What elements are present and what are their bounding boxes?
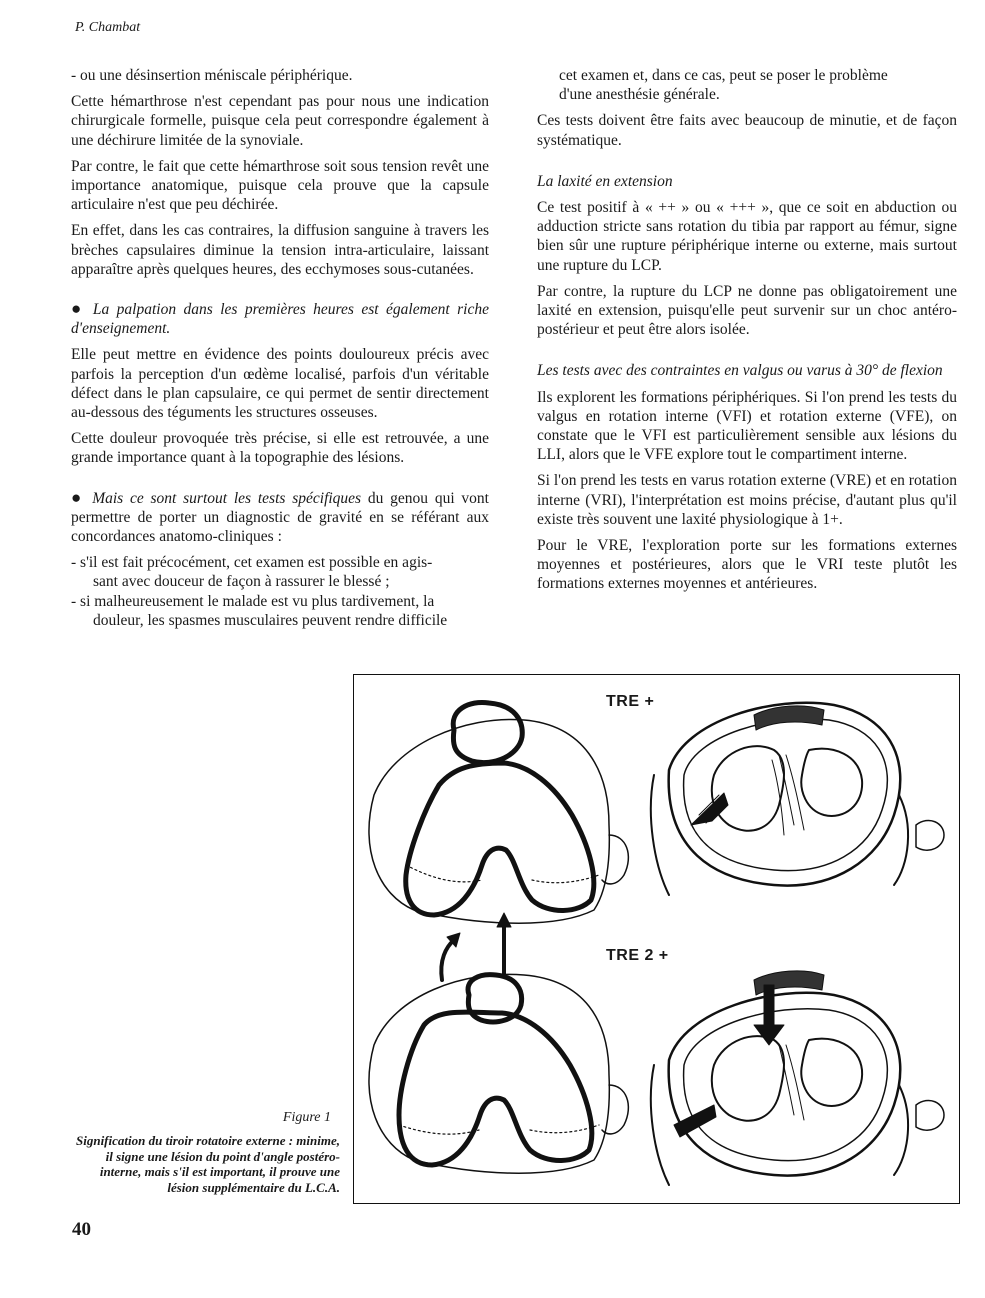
top-tibial-plateau <box>651 703 944 895</box>
bottom-condyle-drawing <box>369 974 628 1173</box>
paragraph: Ce test positif à « ++ » ou « +++ », que ce soit en abduction ou adduction stricte sans rotation du tibia par rapport au fémur, signe bien sûr une rupture périphérique interne ou externe, mais surtout une rupture du LCP. <box>537 199 957 274</box>
bullet-paragraph-tests <box>71 488 489 547</box>
list-line: - si malheureusement le malade est vu plus tardivement, la <box>71 592 435 610</box>
right-column <box>537 66 957 601</box>
paragraph: Si l'on prend les tests en varus rotation externe (VRE) et en rotation interne (VRI), l'interprétation est moins précise, d'autant plus qu'il existe très souvent une laxité physiologique à 1+. <box>537 472 957 528</box>
section-heading: La laxité en extension <box>537 172 673 190</box>
paragraph: cet examen et, dans ce cas, peut se poser le problème <box>559 67 888 84</box>
figure-caption: Signification du tiroir rotatoire externe : minime, il signe une lésion du point d'angle postéro-interne, mais s'il est important, il prouve une lésion supplémentaire du L.C.A. <box>76 1133 340 1195</box>
list-line: douleur, les spasmes musculaires peuvent rendre difficile <box>93 611 448 629</box>
list-line: sant avec douceur de façon à rassurer le blessé ; <box>93 573 390 591</box>
figure-title: Figure 1 <box>282 1110 331 1125</box>
heading-text: La palpation dans les premières heures est également riche d'enseignement. <box>71 301 489 338</box>
paragraph: Par contre, la rupture du LCP ne donne pas obligatoirement une laxité en extension, puisqu'elle peut survenir sur un choc antéro-postérieur et peut être alors isolée. <box>537 282 957 339</box>
bullet-heading-palpation <box>71 299 489 338</box>
section-heading: Les tests avec des contraintes en valgus ou varus à 30° de flexion <box>537 362 943 380</box>
running-head: P. Chambat <box>75 20 141 35</box>
bullet-icon: ● <box>71 487 85 507</box>
list-line: - s'il est fait précocément, cet examen est possible en agis- <box>71 554 433 572</box>
left-column <box>71 66 489 630</box>
rotation-arrows <box>441 913 511 980</box>
knee-diagram <box>354 675 961 1205</box>
paragraph: Cette douleur provoquée très précise, si elle est retrouvée, a une grande importance quant à la topographie des lésions. <box>71 430 489 467</box>
figure-label-bottom: TRE 2 + <box>606 947 669 964</box>
paragraph: Ils explorent les formations périphériques. Si l'on prend les tests du valgus en rotation interne (VFI) et rotation externe (VFE), on constate que le VFI est particulièrement sensible aux lésions du LLI, alors que le VFE explore tout le compartiment interne. <box>537 388 957 464</box>
paragraph: d'une anesthésie générale. <box>559 86 720 104</box>
figure-label-top: TRE + <box>606 693 655 710</box>
paragraph: Cette hémarthrose n'est cependant pas pour nous une indication chirurgicale formelle, puisque cela peut correspondre également à une déchirure limitée de la synoviale. <box>71 93 489 149</box>
bullet-icon: ● <box>71 299 85 319</box>
bottom-tibial-plateau <box>651 971 944 1185</box>
page-number: 40 <box>72 1219 91 1240</box>
paragraph: Par contre, le fait que cette hémarthrose soit sous tension revêt une importance anatomique, puisque cela prouve que la capsule articulaire n'est que peu déchirée. <box>71 157 489 214</box>
list-item <box>71 553 489 591</box>
paragraph: Elle peut mettre en évidence des points douloureux précis avec parfois la perception d'un œdème localisé, parfois d'un véritable défect dans le plan capsulaire, ce qui permet de sentir directement au-dessous des téguments les structures osseuses. <box>71 346 489 422</box>
list-item <box>71 592 489 630</box>
paragraph: Ces tests doivent être faits avec beaucoup de minutie, et de façon systématique. <box>537 112 957 149</box>
paragraph: En effet, dans les cas contraires, la diffusion sanguine à travers les brèches capsulaires diminue la tension intra-articulaire, laissant apparaître après quelques heures, des ecchymoses sous-cutanées. <box>71 222 489 278</box>
paragraph-rest: du genou qui vont permettre de porter un diagnostic de gravité en se référant aux concordances anatomo-cliniques : <box>71 489 489 546</box>
lead-text: Mais ce sont surtout les tests spécifiques <box>92 489 362 507</box>
paragraph: Pour le VRE, l'exploration porte sur les formations externes moyennes et postérieures, alors que le VRI teste plutôt les formations externes moyennes et antérieures. <box>537 537 957 593</box>
paragraph: - ou une désinsertion méniscale périphérique. <box>71 67 353 84</box>
top-condyle-drawing <box>369 702 628 923</box>
figure-box <box>353 674 960 1204</box>
